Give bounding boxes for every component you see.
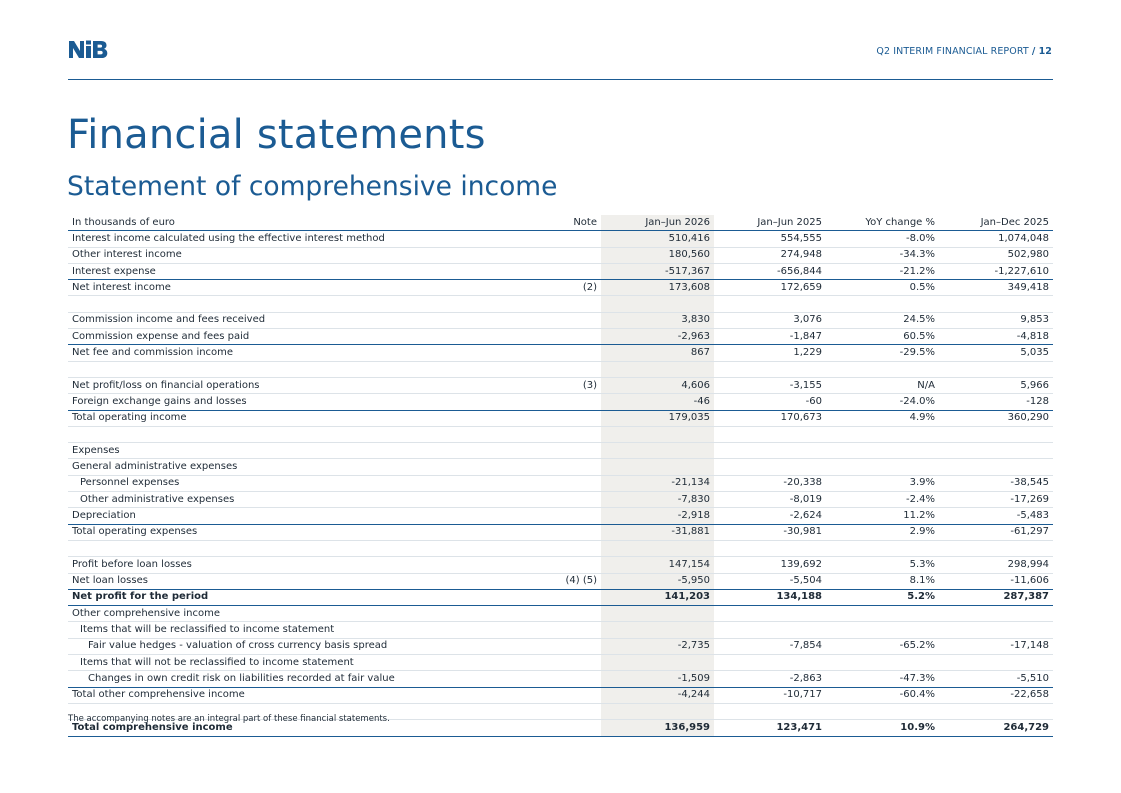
cell-yoy: 0.5% xyxy=(826,280,939,296)
cell-full-year: 298,994 xyxy=(939,557,1053,573)
cell-yoy: -8.0% xyxy=(826,231,939,247)
cell-current: 179,035 xyxy=(601,410,714,426)
cell-previous xyxy=(714,443,826,459)
cell-full-year: 9,853 xyxy=(939,312,1053,328)
table-row xyxy=(68,655,1053,671)
cell-label: Expenses xyxy=(68,443,532,459)
cell-note xyxy=(532,606,601,622)
cell-note xyxy=(532,296,601,312)
cell-previous: -20,338 xyxy=(714,475,826,491)
cell-current: 867 xyxy=(601,345,714,361)
cell-note xyxy=(532,361,601,377)
cell-yoy: -65.2% xyxy=(826,638,939,654)
cell-note xyxy=(532,312,601,328)
income-statement-table-wrapper xyxy=(68,215,1053,737)
cell-note xyxy=(532,329,601,345)
cell-yoy: 11.2% xyxy=(826,508,939,524)
cell-yoy: 60.5% xyxy=(826,329,939,345)
cell-note xyxy=(532,703,601,719)
cell-note: (4) (5) xyxy=(532,573,601,589)
cell-yoy: -24.0% xyxy=(826,394,939,410)
cell-yoy: 3.9% xyxy=(826,475,939,491)
report-label: Q2 INTERIM FINANCIAL REPORT xyxy=(876,46,1029,57)
table-row xyxy=(68,492,1053,508)
cell-label: Interest expense xyxy=(68,263,532,279)
cell-current: -7,830 xyxy=(601,492,714,508)
cell-current xyxy=(601,426,714,442)
table-row xyxy=(68,345,1053,361)
table-row xyxy=(68,361,1053,377)
cell-yoy: -2.4% xyxy=(826,492,939,508)
cell-label: Items that will be reclassified to income statement xyxy=(68,622,532,638)
table-row xyxy=(68,475,1053,491)
report-header xyxy=(876,46,1052,57)
cell-full-year: -1,227,610 xyxy=(939,263,1053,279)
cell-note xyxy=(532,524,601,540)
cell-previous xyxy=(714,426,826,442)
cell-label: Net loan losses xyxy=(68,573,532,589)
column-header-full-year: Jan–Dec 2025 xyxy=(939,215,1053,231)
cell-yoy: 8.1% xyxy=(826,573,939,589)
table-row xyxy=(68,280,1053,296)
cell-current: -31,881 xyxy=(601,524,714,540)
table-row xyxy=(68,312,1053,328)
cell-previous xyxy=(714,622,826,638)
cell-note xyxy=(532,263,601,279)
cell-label: Net fee and commission income xyxy=(68,345,532,361)
table-row xyxy=(68,622,1053,638)
cell-previous: 170,673 xyxy=(714,410,826,426)
cell-previous xyxy=(714,540,826,556)
cell-previous: 3,076 xyxy=(714,312,826,328)
income-statement-table xyxy=(68,215,1053,737)
column-header-note: Note xyxy=(532,215,601,231)
table-row xyxy=(68,263,1053,279)
cell-previous: -2,624 xyxy=(714,508,826,524)
table-body xyxy=(68,231,1053,736)
cell-current: 141,203 xyxy=(601,589,714,605)
cell-full-year: -11,606 xyxy=(939,573,1053,589)
cell-previous: -3,155 xyxy=(714,377,826,393)
nib-logo xyxy=(68,39,108,59)
cell-full-year: 287,387 xyxy=(939,589,1053,605)
cell-previous: 1,229 xyxy=(714,345,826,361)
cell-previous: 134,188 xyxy=(714,589,826,605)
table-row xyxy=(68,394,1053,410)
cell-previous: 274,948 xyxy=(714,247,826,263)
cell-current xyxy=(601,655,714,671)
cell-label xyxy=(68,361,532,377)
cell-previous: -7,854 xyxy=(714,638,826,654)
cell-note xyxy=(532,231,601,247)
table-row xyxy=(68,377,1053,393)
cell-label: Net interest income xyxy=(68,280,532,296)
cell-label: Other administrative expenses xyxy=(68,492,532,508)
cell-note: (3) xyxy=(532,377,601,393)
page-number: 12 xyxy=(1038,46,1052,57)
cell-full-year: -38,545 xyxy=(939,475,1053,491)
cell-previous: -1,847 xyxy=(714,329,826,345)
cell-current: 510,416 xyxy=(601,231,714,247)
cell-yoy xyxy=(826,655,939,671)
table-row xyxy=(68,231,1053,247)
cell-label: Other interest income xyxy=(68,247,532,263)
column-header-current: Jan–Jun 2026 xyxy=(601,215,714,231)
cell-yoy: 5.3% xyxy=(826,557,939,573)
cell-current xyxy=(601,459,714,475)
cell-full-year xyxy=(939,606,1053,622)
cell-full-year: -17,269 xyxy=(939,492,1053,508)
cell-current xyxy=(601,443,714,459)
cell-current xyxy=(601,296,714,312)
page-title: Financial statements xyxy=(67,112,486,158)
cell-note xyxy=(532,671,601,687)
cell-previous: -30,981 xyxy=(714,524,826,540)
cell-current: -2,735 xyxy=(601,638,714,654)
page-subtitle: Statement of comprehensive income xyxy=(67,171,558,202)
cell-full-year xyxy=(939,622,1053,638)
cell-yoy: N/A xyxy=(826,377,939,393)
cell-yoy xyxy=(826,361,939,377)
cell-note xyxy=(532,459,601,475)
cell-label: Depreciation xyxy=(68,508,532,524)
cell-yoy: -60.4% xyxy=(826,687,939,703)
cell-previous: 554,555 xyxy=(714,231,826,247)
cell-yoy xyxy=(826,459,939,475)
cell-full-year xyxy=(939,459,1053,475)
cell-previous xyxy=(714,361,826,377)
cell-previous xyxy=(714,703,826,719)
table-row xyxy=(68,329,1053,345)
cell-full-year: 349,418 xyxy=(939,280,1053,296)
cell-yoy xyxy=(826,622,939,638)
column-header-yoy: YoY change % xyxy=(826,215,939,231)
cell-note xyxy=(532,247,601,263)
table-row xyxy=(68,557,1053,573)
cell-label xyxy=(68,426,532,442)
footnote: The accompanying notes are an integral part of these financial statements. xyxy=(68,714,390,724)
cell-full-year: -128 xyxy=(939,394,1053,410)
cell-full-year: 502,980 xyxy=(939,247,1053,263)
cell-previous xyxy=(714,296,826,312)
table-row xyxy=(68,606,1053,622)
cell-label: Commission expense and fees paid xyxy=(68,329,532,345)
cell-current: 180,560 xyxy=(601,247,714,263)
cell-note xyxy=(532,655,601,671)
cell-full-year: -5,510 xyxy=(939,671,1053,687)
cell-note xyxy=(532,589,601,605)
table-row xyxy=(68,589,1053,605)
cell-current: -4,244 xyxy=(601,687,714,703)
cell-yoy: 10.9% xyxy=(826,720,939,736)
cell-current: -46 xyxy=(601,394,714,410)
cell-full-year xyxy=(939,426,1053,442)
cell-note xyxy=(532,394,601,410)
cell-yoy: -47.3% xyxy=(826,671,939,687)
cell-note xyxy=(532,443,601,459)
cell-yoy xyxy=(826,443,939,459)
cell-label xyxy=(68,296,532,312)
cell-previous: 123,471 xyxy=(714,720,826,736)
cell-previous xyxy=(714,606,826,622)
cell-full-year: -61,297 xyxy=(939,524,1053,540)
cell-full-year xyxy=(939,361,1053,377)
cell-note xyxy=(532,492,601,508)
cell-current xyxy=(601,361,714,377)
cell-note xyxy=(532,410,601,426)
column-header-previous: Jan–Jun 2025 xyxy=(714,215,826,231)
cell-label: Other comprehensive income xyxy=(68,606,532,622)
table-row xyxy=(68,426,1053,442)
cell-full-year xyxy=(939,443,1053,459)
cell-note xyxy=(532,475,601,491)
table-row xyxy=(68,410,1053,426)
cell-note xyxy=(532,720,601,736)
table-row xyxy=(68,459,1053,475)
cell-current: -2,963 xyxy=(601,329,714,345)
cell-full-year: -17,148 xyxy=(939,638,1053,654)
cell-yoy: 2.9% xyxy=(826,524,939,540)
cell-full-year: -5,483 xyxy=(939,508,1053,524)
cell-yoy: 24.5% xyxy=(826,312,939,328)
cell-yoy: 4.9% xyxy=(826,410,939,426)
cell-note xyxy=(532,345,601,361)
cell-yoy: 5.2% xyxy=(826,589,939,605)
table-row xyxy=(68,247,1053,263)
table-row xyxy=(68,687,1053,703)
cell-current xyxy=(601,540,714,556)
cell-current xyxy=(601,606,714,622)
cell-note xyxy=(532,622,601,638)
cell-yoy: -29.5% xyxy=(826,345,939,361)
cell-label: Commission income and fees received xyxy=(68,312,532,328)
cell-yoy xyxy=(826,296,939,312)
cell-full-year xyxy=(939,296,1053,312)
cell-note xyxy=(532,426,601,442)
column-header-label: In thousands of euro xyxy=(68,215,532,231)
cell-current: 3,830 xyxy=(601,312,714,328)
cell-yoy xyxy=(826,426,939,442)
cell-label: Total comprehensive income xyxy=(68,720,532,736)
cell-yoy xyxy=(826,606,939,622)
table-header-row xyxy=(68,215,1053,231)
table-row xyxy=(68,540,1053,556)
cell-full-year: 264,729 xyxy=(939,720,1053,736)
cell-full-year xyxy=(939,703,1053,719)
cell-full-year: -22,658 xyxy=(939,687,1053,703)
cell-previous: -656,844 xyxy=(714,263,826,279)
cell-current: 136,959 xyxy=(601,720,714,736)
cell-previous: -8,019 xyxy=(714,492,826,508)
cell-current: 4,606 xyxy=(601,377,714,393)
cell-note xyxy=(532,638,601,654)
cell-note xyxy=(532,508,601,524)
table-row xyxy=(68,638,1053,654)
cell-previous: 139,692 xyxy=(714,557,826,573)
cell-current xyxy=(601,703,714,719)
table-row xyxy=(68,671,1053,687)
cell-label: Changes in own credit risk on liabilities recorded at fair value xyxy=(68,671,532,687)
cell-label: Total operating expenses xyxy=(68,524,532,540)
cell-previous: -2,863 xyxy=(714,671,826,687)
cell-previous: -60 xyxy=(714,394,826,410)
cell-full-year: -4,818 xyxy=(939,329,1053,345)
cell-current: -5,950 xyxy=(601,573,714,589)
cell-full-year: 5,966 xyxy=(939,377,1053,393)
cell-label: General administrative expenses xyxy=(68,459,532,475)
cell-current xyxy=(601,622,714,638)
cell-label: Fair value hedges - valuation of cross currency basis spread xyxy=(68,638,532,654)
cell-previous: -10,717 xyxy=(714,687,826,703)
cell-current: -1,509 xyxy=(601,671,714,687)
cell-previous: 172,659 xyxy=(714,280,826,296)
cell-yoy xyxy=(826,703,939,719)
cell-label: Total operating income xyxy=(68,410,532,426)
cell-note xyxy=(532,540,601,556)
cell-label: Total other comprehensive income xyxy=(68,687,532,703)
cell-previous xyxy=(714,459,826,475)
cell-full-year: 5,035 xyxy=(939,345,1053,361)
cell-label: Personnel expenses xyxy=(68,475,532,491)
cell-label: Items that will not be reclassified to income statement xyxy=(68,655,532,671)
cell-label: Profit before loan losses xyxy=(68,557,532,573)
cell-note xyxy=(532,557,601,573)
cell-note xyxy=(532,687,601,703)
cell-current: -21,134 xyxy=(601,475,714,491)
cell-note: (2) xyxy=(532,280,601,296)
table-row xyxy=(68,508,1053,524)
cell-label: Foreign exchange gains and losses xyxy=(68,394,532,410)
cell-yoy: -21.2% xyxy=(826,263,939,279)
table-row xyxy=(68,573,1053,589)
cell-yoy: -34.3% xyxy=(826,247,939,263)
cell-full-year xyxy=(939,540,1053,556)
cell-full-year: 360,290 xyxy=(939,410,1053,426)
cell-current: 173,608 xyxy=(601,280,714,296)
table-row xyxy=(68,443,1053,459)
cell-label: Net profit/loss on financial operations xyxy=(68,377,532,393)
header-rule xyxy=(68,79,1053,80)
header-separator: / xyxy=(1031,46,1036,57)
cell-current: -2,918 xyxy=(601,508,714,524)
cell-label: Net profit for the period xyxy=(68,589,532,605)
cell-yoy xyxy=(826,540,939,556)
cell-previous: -5,504 xyxy=(714,573,826,589)
table-row xyxy=(68,296,1053,312)
cell-current: 147,154 xyxy=(601,557,714,573)
table-row xyxy=(68,524,1053,540)
cell-full-year xyxy=(939,655,1053,671)
cell-current: -517,367 xyxy=(601,263,714,279)
cell-full-year: 1,074,048 xyxy=(939,231,1053,247)
cell-label: Interest income calculated using the effective interest method xyxy=(68,231,532,247)
cell-label xyxy=(68,540,532,556)
cell-previous xyxy=(714,655,826,671)
